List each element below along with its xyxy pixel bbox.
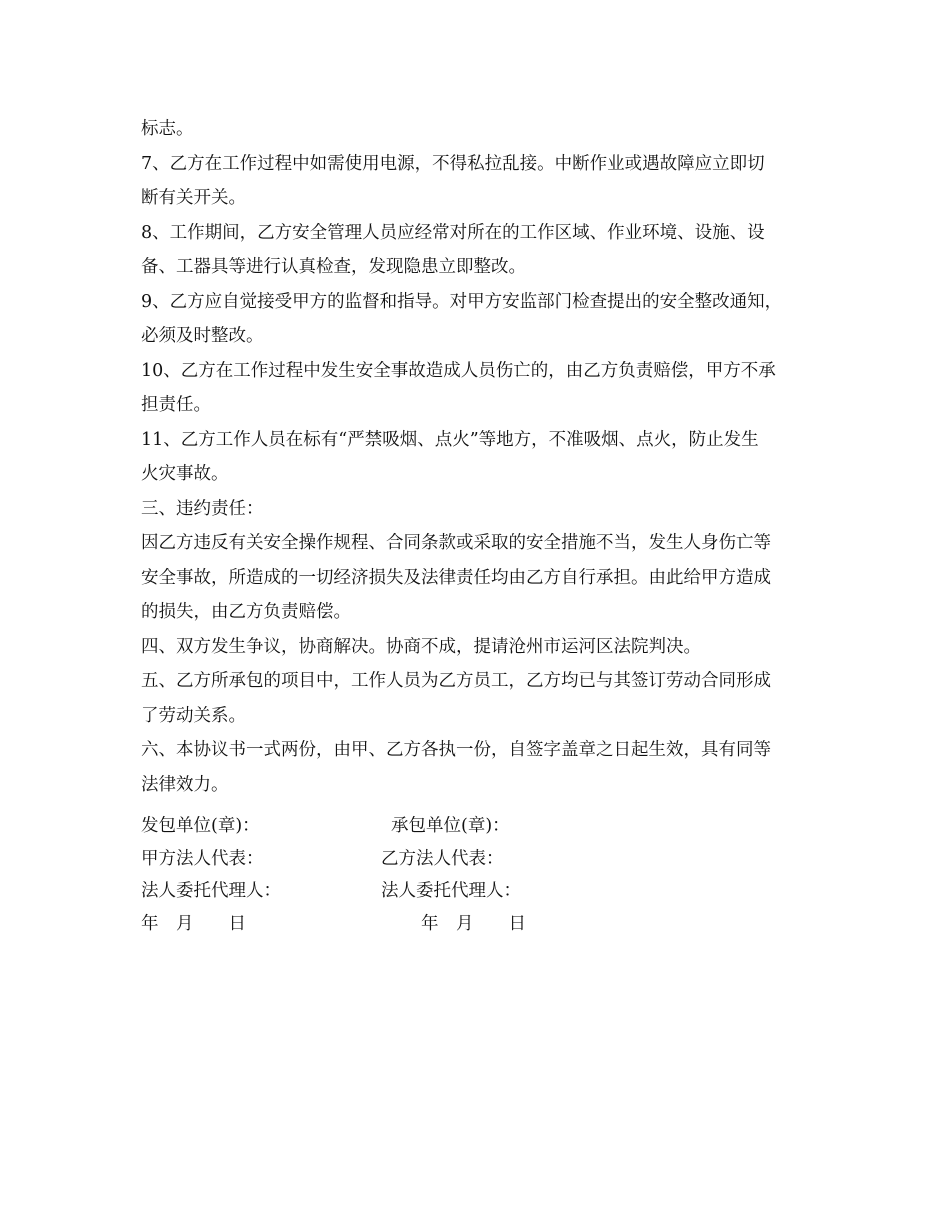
signature-block [141,810,821,940]
paragraph-line: 8、工作期间，乙方安全管理人员应经常对所在的工作区域、作业环境、设施、设 [141,222,765,243]
paragraph-line: 7、乙方在工作过程中如需使用电源，不得私拉乱接。中断作业或遇故障应立即切 [141,153,765,174]
party-b-unit-label: 承包单位(章)： [391,816,510,836]
paragraph-line: 安全事故，所造成的一切经济损失及法律责任均由乙方自行承担。由此给甲方造成 [141,567,771,588]
contract-body [141,112,821,802]
paragraph-line: 法律效力。 [141,774,229,795]
paragraph-line: 五、乙方所承包的项目中，工作人员为乙方员工，乙方均已与其签订劳动合同形成 [141,671,771,691]
paragraph-line: 四、双方发生争议，协商解决。协商不成，提请沧州市运河区法院判决。 [141,636,701,657]
party-b-rep-label: 乙方法人代表： [381,848,504,869]
signature-row-date [141,908,821,941]
paragraph-line: 因乙方违反有关安全操作规程、合同条款或采取的安全措施不当，发生人身伤亡等 [141,533,771,553]
paragraph-line: 标志。 [141,119,194,139]
paragraph-line: 11、乙方工作人员在标有“严禁吸烟、点火”等地方，不准吸烟、点火，防止发生 [141,429,759,450]
paragraph-line: 必须及时整改。 [141,326,264,346]
signature-row-rep [141,843,821,876]
paragraph-line: 备、工器具等进行认真检查，发现隐患立即整改。 [141,257,526,277]
paragraph-line: 担责任。 [141,395,211,415]
paragraph-line: 断有关开关。 [141,188,246,208]
party-b-date-label: 年 月 日 [421,913,526,934]
signature-row-unit [141,810,821,843]
paragraph-line: 的损失，由乙方负责赔偿。 [141,602,351,622]
paragraph-line: 10、乙方在工作过程中发生安全事故造成人员伤亡的，由乙方负责赔偿，甲方不承 [141,360,776,381]
party-a-agent-label: 法人委托代理人： [141,881,281,901]
paragraph-line: 六、本协议书一式两份，由甲、乙方各执一份，自签字盖章之日起生效，具有同等 [141,740,771,760]
paragraph-line: 9、乙方应自觉接受甲方的监督和指导。对甲方安监部门检查提出的安全整改通知， [141,291,783,312]
party-b-agent-label: 法人委托代理人： [381,881,521,901]
signature-row-agent [141,875,821,908]
paragraph-line: 火灾事故。 [141,464,229,484]
section-heading: 三、违约责任： [141,498,264,519]
party-a-date-label: 年 月 日 [141,913,246,934]
party-a-unit-label: 发包单位(章)： [141,816,260,836]
party-a-rep-label: 甲方法人代表： [141,848,264,869]
paragraph-line: 了劳动关系。 [141,705,246,726]
